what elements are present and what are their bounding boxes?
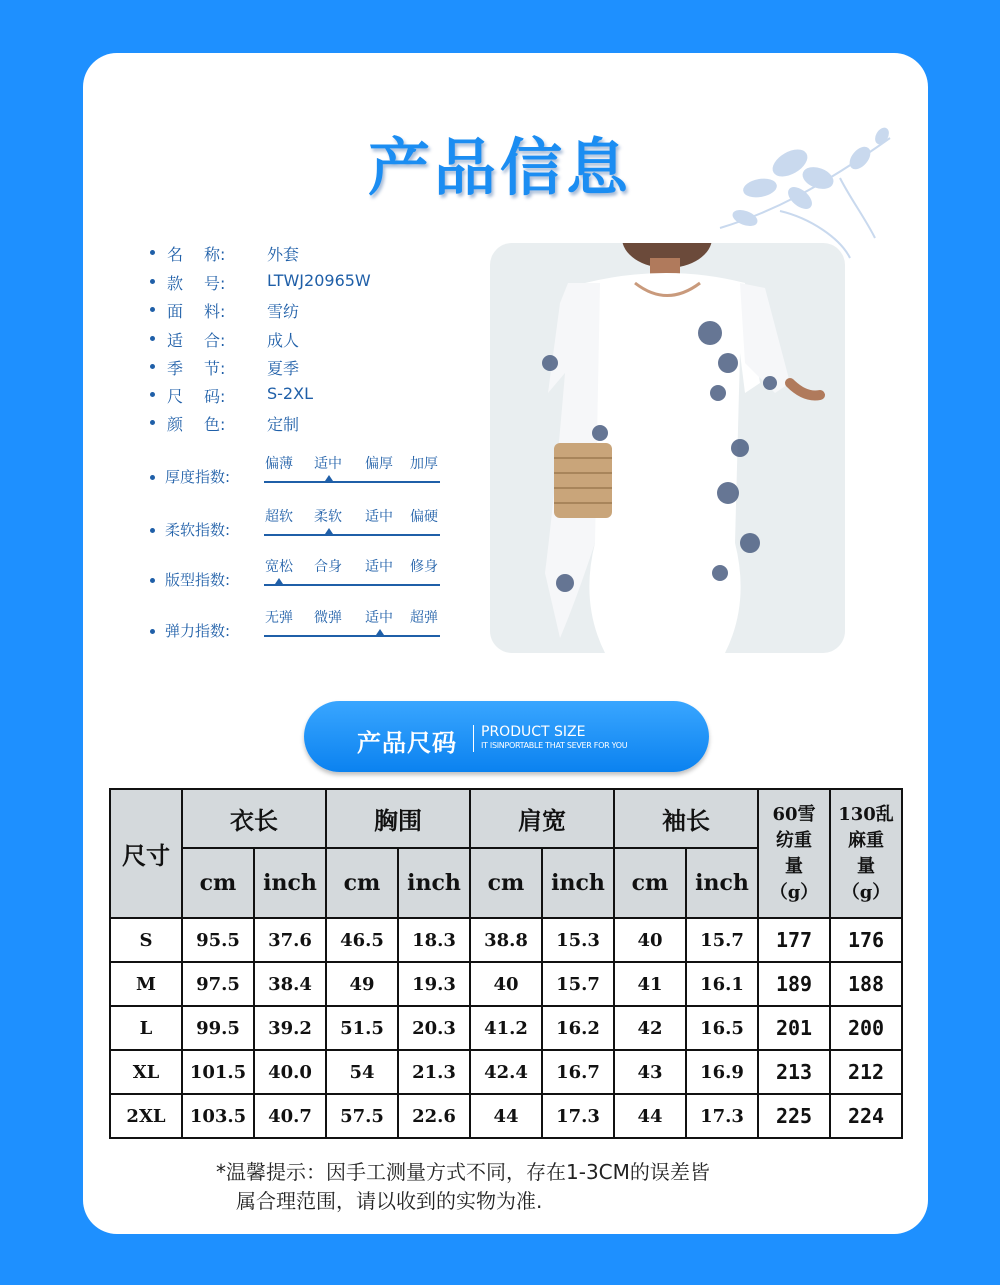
size-table (109, 788, 903, 1139)
table-cell: 37.6 (254, 918, 326, 962)
table-cell: 57.5 (326, 1094, 398, 1138)
size-header-en: PRODUCT SIZE (481, 724, 586, 740)
bullet-icon (150, 578, 155, 583)
index-option: 偏厚 (365, 456, 393, 472)
tip-line-2: 属合理范围，请以收到的实物为准. (236, 1189, 543, 1213)
index-option: 微弹 (314, 610, 342, 626)
index-option: 无弹 (265, 610, 293, 626)
table-cell: 17.3 (686, 1094, 758, 1138)
table-cell: 38.8 (470, 918, 542, 962)
index-selected-marker (325, 475, 333, 481)
table-cell: 225 (758, 1094, 830, 1138)
bullet-icon (150, 307, 155, 312)
table-cell: 40.7 (254, 1094, 326, 1138)
table-cell: 99.5 (182, 1006, 254, 1050)
table-row (110, 1094, 902, 1138)
index-label: 弹力指数: (165, 622, 231, 640)
index-scale-line (264, 584, 440, 586)
unit-cm: cm (470, 848, 542, 918)
table-cell: 224 (830, 1094, 902, 1138)
table-cell: 41.2 (470, 1006, 542, 1050)
table-cell: 95.5 (182, 918, 254, 962)
unit-inch: inch (686, 848, 758, 918)
table-cell: 15.3 (542, 918, 614, 962)
table-cell: 16.9 (686, 1050, 758, 1094)
table-cell: 17.3 (542, 1094, 614, 1138)
size-section-header (304, 701, 709, 772)
index-option: 偏硬 (410, 509, 438, 525)
size-cell: 2XL (110, 1094, 182, 1138)
bullet-icon (150, 279, 155, 284)
index-option: 偏薄 (265, 456, 293, 472)
index-option: 柔软 (314, 509, 342, 525)
table-row (110, 962, 902, 1006)
product-photo (490, 243, 845, 653)
table-cell: 19.3 (398, 962, 470, 1006)
table-cell: 16.7 (542, 1050, 614, 1094)
unit-cm: cm (182, 848, 254, 918)
table-cell: 42.4 (470, 1050, 542, 1094)
table-cell: 177 (758, 918, 830, 962)
group-header-shoulder: 肩宽 (470, 789, 614, 848)
attr-value: 雪纺 (267, 302, 300, 321)
table-cell: 15.7 (686, 918, 758, 962)
table-cell: 201 (758, 1006, 830, 1050)
unit-inch: inch (398, 848, 470, 918)
index-selected-marker (325, 528, 333, 534)
table-cell: 40 (614, 918, 686, 962)
index-label: 柔软指数: (165, 521, 231, 539)
table-cell: 188 (830, 962, 902, 1006)
size-column-header: 尺寸 (110, 789, 182, 918)
attr-value: 外套 (267, 245, 300, 264)
table-cell: 16.5 (686, 1006, 758, 1050)
size-cell: S (110, 918, 182, 962)
bullet-icon (150, 250, 155, 255)
table-cell: 44 (614, 1094, 686, 1138)
table-cell: 21.3 (398, 1050, 470, 1094)
table-cell: 42 (614, 1006, 686, 1050)
dress-illustration (490, 243, 845, 653)
weight-linen-header: 130乱 麻重 量 （g） (830, 789, 902, 918)
table-cell: 38.4 (254, 962, 326, 1006)
table-cell: 200 (830, 1006, 902, 1050)
attr-value: 定制 (267, 415, 300, 434)
bullet-icon (150, 629, 155, 634)
size-cell: L (110, 1006, 182, 1050)
table-cell: 40.0 (254, 1050, 326, 1094)
index-label: 版型指数: (165, 571, 231, 589)
index-scale-line (264, 635, 440, 637)
bullet-icon (150, 528, 155, 533)
index-label: 厚度指数: (165, 468, 231, 486)
table-cell: 212 (830, 1050, 902, 1094)
weight-chiffon-header: 60雪 纺重 量 （g） (758, 789, 830, 918)
index-option: 适中 (365, 509, 393, 525)
index-option: 适中 (314, 456, 342, 472)
unit-cm: cm (326, 848, 398, 918)
table-cell: 16.1 (686, 962, 758, 1006)
index-selected-marker (275, 578, 283, 584)
table-cell: 44 (470, 1094, 542, 1138)
index-option: 适中 (365, 610, 393, 626)
table-cell: 213 (758, 1050, 830, 1094)
page-title: 产品信息 (367, 131, 632, 204)
table-cell: 51.5 (326, 1006, 398, 1050)
group-header-sleeve: 袖长 (614, 789, 758, 848)
group-header-chest: 胸围 (326, 789, 470, 848)
table-row (110, 918, 902, 962)
tip-note (216, 1158, 710, 1216)
attr-value: 夏季 (267, 359, 300, 378)
index-selected-marker (376, 629, 384, 635)
tip-line-1: *温馨提示：因手工测量方式不同，存在1-3CM的误差皆 (216, 1160, 710, 1184)
table-cell: 15.7 (542, 962, 614, 1006)
table-cell: 20.3 (398, 1006, 470, 1050)
unit-cm: cm (614, 848, 686, 918)
attr-value: 成人 (267, 331, 300, 350)
index-option: 适中 (365, 559, 393, 575)
table-row (110, 1050, 902, 1094)
attr-value: LTWJ20965W (267, 271, 371, 290)
index-option: 合身 (314, 559, 342, 575)
size-header-cn: 产品尺码 (357, 729, 457, 757)
index-option: 宽松 (265, 559, 293, 575)
bullet-icon (150, 420, 155, 425)
size-cell: XL (110, 1050, 182, 1094)
index-scale-line (264, 481, 440, 483)
bullet-icon (150, 392, 155, 397)
table-cell: 97.5 (182, 962, 254, 1006)
table-cell: 101.5 (182, 1050, 254, 1094)
unit-inch: inch (254, 848, 326, 918)
header-divider (473, 725, 474, 752)
table-cell: 18.3 (398, 918, 470, 962)
size-header-en-sub: IT ISINPORTABLE THAT SEVER FOR YOU (481, 741, 628, 750)
index-option: 超软 (265, 509, 293, 525)
table-cell: 39.2 (254, 1006, 326, 1050)
unit-inch: inch (542, 848, 614, 918)
group-header-length: 衣长 (182, 789, 326, 848)
table-cell: 189 (758, 962, 830, 1006)
index-option: 加厚 (410, 456, 438, 472)
table-cell: 43 (614, 1050, 686, 1094)
table-cell: 16.2 (542, 1006, 614, 1050)
table-cell: 176 (830, 918, 902, 962)
index-option: 修身 (410, 559, 438, 575)
table-row (110, 1006, 902, 1050)
table-cell: 54 (326, 1050, 398, 1094)
size-table-body (110, 918, 902, 1138)
bullet-icon (150, 364, 155, 369)
size-cell: M (110, 962, 182, 1006)
table-cell: 46.5 (326, 918, 398, 962)
bullet-icon (150, 336, 155, 341)
attr-value: S-2XL (267, 384, 313, 403)
index-option: 超弹 (410, 610, 438, 626)
table-cell: 40 (470, 962, 542, 1006)
table-cell: 103.5 (182, 1094, 254, 1138)
table-cell: 22.6 (398, 1094, 470, 1138)
index-scale-line (264, 534, 440, 536)
bullet-icon (150, 475, 155, 480)
table-cell: 49 (326, 962, 398, 1006)
table-cell: 41 (614, 962, 686, 1006)
